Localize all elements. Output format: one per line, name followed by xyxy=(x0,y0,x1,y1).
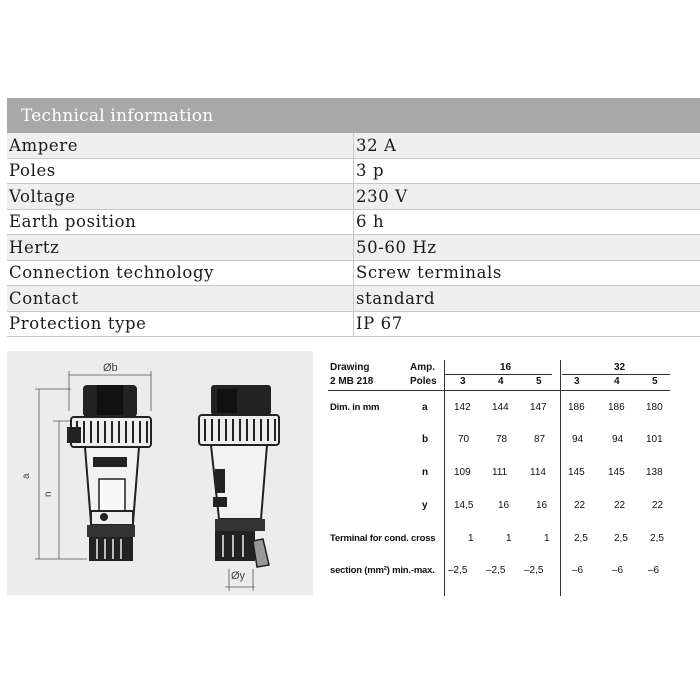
cell-value: 145 xyxy=(608,467,625,478)
terminal-label: Terminal for cond. cross xyxy=(330,533,436,544)
dim-in-mm-label: Dim. in mm xyxy=(330,402,380,413)
row-value: 50-60 Hz xyxy=(354,235,700,261)
cell-value: 114 xyxy=(530,467,546,478)
connector-drawing xyxy=(7,351,313,595)
row-value: standard xyxy=(354,286,700,312)
cell-value: 138 xyxy=(646,467,663,478)
cell-value: 22 xyxy=(574,500,586,511)
cell-value: –2,5 xyxy=(448,565,468,576)
row-label: Voltage xyxy=(7,184,354,210)
row-label: Hertz xyxy=(7,235,354,261)
connector-front-view xyxy=(67,385,151,561)
amp-label: Amp. xyxy=(410,362,435,373)
amp-group-32: 32 xyxy=(614,362,626,373)
model-label: 2 MB 218 xyxy=(330,376,374,387)
technical-drawing-panel xyxy=(7,351,313,595)
cell-value: 101 xyxy=(646,434,663,445)
cell-value: 22 xyxy=(614,500,626,511)
cell-value: –2,5 xyxy=(486,565,506,576)
table-row xyxy=(7,209,700,235)
section-label: section (mm²) min.-max. xyxy=(330,565,435,576)
cell-value: 78 xyxy=(496,434,508,445)
amp-32-divider xyxy=(562,374,670,375)
cell-value: 2,5 xyxy=(650,533,664,544)
cell-value: 1 xyxy=(468,533,474,544)
table-row xyxy=(7,286,700,312)
vertical-divider-middle xyxy=(560,360,561,596)
row-label: Earth position xyxy=(7,209,354,235)
cell-value: 87 xyxy=(534,434,546,445)
cell-value: 109 xyxy=(454,467,471,478)
row-label: Ampere xyxy=(7,133,354,158)
row-key-a: a xyxy=(422,402,428,413)
row-label: Protection type xyxy=(7,311,354,337)
table-row xyxy=(7,235,700,261)
cell-value: 145 xyxy=(568,467,585,478)
row-value: IP 67 xyxy=(354,311,700,337)
dim-b-label: Øb xyxy=(103,362,118,374)
pole-header: 4 xyxy=(498,376,504,387)
amp-16-divider xyxy=(444,374,552,375)
cell-value: 144 xyxy=(492,402,509,413)
table-title: Technical information xyxy=(7,98,700,133)
pole-header: 5 xyxy=(652,376,658,387)
row-label: Contact xyxy=(7,286,354,312)
cell-value: 2,5 xyxy=(574,533,588,544)
table-row xyxy=(7,133,700,158)
cell-value: 142 xyxy=(454,402,471,413)
table-row xyxy=(7,158,700,184)
header-divider xyxy=(328,390,670,391)
row-value: 6 h xyxy=(354,209,700,235)
cell-value: 1 xyxy=(506,533,512,544)
cell-value: 1 xyxy=(544,533,550,544)
cell-value: 186 xyxy=(568,402,585,413)
row-value: 3 p xyxy=(354,158,700,184)
cell-value: 186 xyxy=(608,402,625,413)
connector-side-view xyxy=(199,385,279,567)
cell-value: 16 xyxy=(536,500,548,511)
amp-group-16: 16 xyxy=(500,362,512,373)
vertical-divider-left xyxy=(444,360,445,596)
pole-header: 5 xyxy=(536,376,542,387)
pole-header: 3 xyxy=(460,376,466,387)
dim-y-label: Øy xyxy=(231,570,246,582)
cell-value: 147 xyxy=(530,402,547,413)
table-header-row xyxy=(7,98,700,133)
poles-label: Poles xyxy=(410,376,437,387)
dim-a-label: a xyxy=(21,473,32,479)
row-key-y: y xyxy=(422,500,428,511)
cell-value: 94 xyxy=(612,434,624,445)
cell-value: 180 xyxy=(646,402,663,413)
technical-information-table xyxy=(7,98,700,337)
row-value: 230 V xyxy=(354,184,700,210)
cell-value: –6 xyxy=(648,565,660,576)
cell-value: 14,5 xyxy=(454,500,474,511)
dimension-spec-table xyxy=(328,356,673,596)
table-row xyxy=(7,311,700,337)
table-row xyxy=(7,184,700,210)
cell-value: 94 xyxy=(572,434,584,445)
dim-n-label: n xyxy=(43,491,54,497)
cell-value: –2,5 xyxy=(524,565,544,576)
row-label: Connection technology xyxy=(7,260,354,286)
cell-value: 16 xyxy=(498,500,510,511)
row-key-n: n xyxy=(422,467,429,478)
row-label: Poles xyxy=(7,158,354,184)
cell-value: –6 xyxy=(572,565,584,576)
drawing-label: Drawing xyxy=(330,362,370,373)
cell-value: 22 xyxy=(652,500,664,511)
row-key-b: b xyxy=(422,434,429,445)
pole-header: 3 xyxy=(574,376,580,387)
cell-value: 70 xyxy=(458,434,470,445)
pole-header: 4 xyxy=(614,376,620,387)
row-value: 32 A xyxy=(354,133,700,158)
table-row xyxy=(7,260,700,286)
cell-value: 111 xyxy=(492,467,508,478)
cell-value: –6 xyxy=(612,565,624,576)
cell-value: 2,5 xyxy=(614,533,628,544)
row-value: Screw terminals xyxy=(354,260,700,286)
